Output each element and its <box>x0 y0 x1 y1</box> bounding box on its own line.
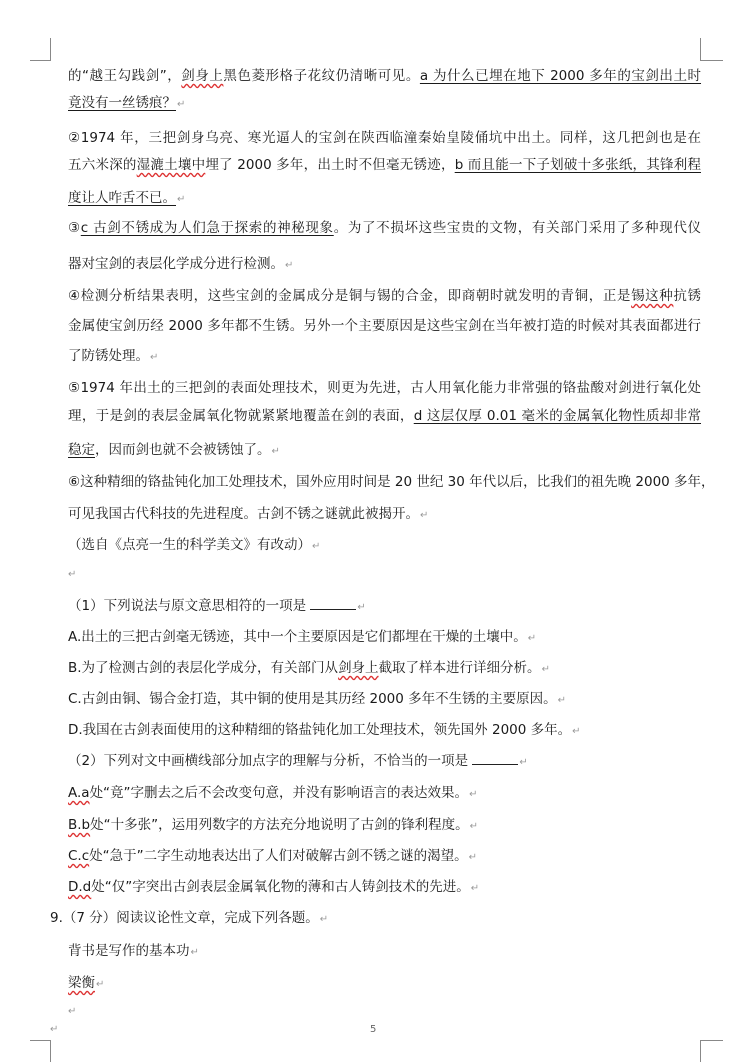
empty-paragraph-mark: ↵ <box>68 569 77 580</box>
q1-option-a: A.出土的三把古剑毫无锈迹，其中一个主要原因是它们都埋在干燥的土壤中。↵ <box>68 629 537 645</box>
essay-author: 梁衡↵ <box>68 975 105 991</box>
q2-option-b: B.b处“十多张”，运用列数字的方法充分地说明了古剑的锋利程度。↵ <box>68 817 479 833</box>
paragraph-4-line-1: ④检测分析结果表明，这些宝剑的金属成分是铜与锡的合金，即商朝时就发明的青铜，正是锡这种抗锈 <box>68 288 702 304</box>
q1-option-d: D.我国在古剑表面使用的这种精细的铬盐钝化加工处理技术，领先国外 2000 多年。↵ <box>68 722 581 738</box>
answer-blank-1[interactable] <box>310 596 356 610</box>
crop-mark-top-right <box>700 38 723 61</box>
paragraph-5-line-3: 稳定，因而剑也就不会被锈蚀了。↵ <box>68 442 280 458</box>
q2-option-d: D.d处“仅”字突出古剑表层金属氧化物的薄和古人铸剑技术的先进。↵ <box>68 879 480 895</box>
paragraph-1-line-1: 的“越王勾践剑”，剑身上黑色菱形格子花纹仍清晰可见。a 为什么已埋在地下 2000 多年的宝剑出土时 <box>68 68 702 84</box>
crop-mark-bottom-right <box>700 1040 723 1062</box>
crop-mark-bottom-left <box>30 1040 51 1062</box>
paragraph-2-line-2: 五六米深的湿漉土壤中埋了 2000 多年，出土时不但毫无锈迹，b 而且能一下子划破十多张纸，其锋利程 <box>68 157 701 173</box>
empty-paragraph-mark-3: ↵ <box>50 1024 59 1035</box>
essay-title: 背书是写作的基本功↵ <box>68 943 199 959</box>
paragraph-5-line-2: 理，于是剑的表层金属氧化物就紧紧地覆盖在剑的表面，d 这层仅厚 0.01 毫米的金属氧化物性质却非常 <box>68 408 701 424</box>
question-9-heading: 9.（7 分）阅读议论性文章，完成下列各题。↵ <box>50 910 329 926</box>
paragraph-2-line-1: ②1974 年，三把剑身乌亮、寒光逼人的宝剑在陕西临潼秦始皇陵俑坑中出土。同样，这几把剑也是在 <box>68 130 701 146</box>
paragraph-4-line-3: 了防锈处理。↵ <box>68 348 159 364</box>
empty-paragraph-mark-2: ↵ <box>68 1006 77 1017</box>
paragraph-1-line-2: 竟没有一丝锈痕？↵ <box>68 95 186 111</box>
paragraph-3-line-1: ③c 古剑不锈成为人们急于探索的神秘现象。为了不损坏这些宝贵的文物，有关部门采用了多种现代仪 <box>68 220 702 236</box>
q1-option-b: B.为了检测古剑的表层化学成分，有关部门从剑身上截取了样本进行详细分析。↵ <box>68 660 550 676</box>
crop-mark-top-left <box>30 38 51 61</box>
question-2: （2）下列对文中画横线部分加点字的理解与分析，不恰当的一项是 ↵ <box>68 753 528 769</box>
page-number: 5 <box>370 1024 377 1035</box>
source-citation: （选自《点亮一生的科学美文》有改动）↵ <box>68 537 321 553</box>
q1-option-c: C.古剑由铜、锡合金打造，其中铜的使用是其历经 2000 多年不生锈的主要原因。↵ <box>68 691 567 707</box>
paragraph-4-line-2: 金属使宝剑历经 2000 多年都不生锈。另外一个主要原因是这些宝剑在当年被打造的时候对其表面都进行 <box>68 318 701 334</box>
question-1: （1）下列说法与原文意思相符的一项是 ↵ <box>68 598 366 614</box>
answer-blank-2[interactable] <box>472 751 518 765</box>
paragraph-3-line-2: 器对宝剑的表层化学成分进行检测。↵ <box>68 256 294 272</box>
paragraph-6-line-2: 可见我国古代科技的先进程度。古剑不锈之谜就此被揭开。↵ <box>68 506 429 522</box>
paragraph-5-line-1: ⑤1974 年出土的三把剑的表面处理技术，则更为先进，古人用氧化能力非常强的铬盐酸对剑进行氧化处 <box>68 380 701 396</box>
paragraph-6-line-1: ⑥这种精细的铬盐钝化加工处理技术，国外应用时间是 20 世纪 30 年代以后，比我们的祖先晚 2000 多年， <box>68 474 715 490</box>
q2-option-c: C.c处“急于”二字生动地表达出了人们对破解古剑不锈之谜的渴望。↵ <box>68 848 478 864</box>
paragraph-2-line-3: 度让人咋舌不已。↵ <box>68 190 186 206</box>
q2-option-a: A.a处“竟”字删去之后不会改变句意，并没有影响语言的表达效果。↵ <box>68 785 478 801</box>
